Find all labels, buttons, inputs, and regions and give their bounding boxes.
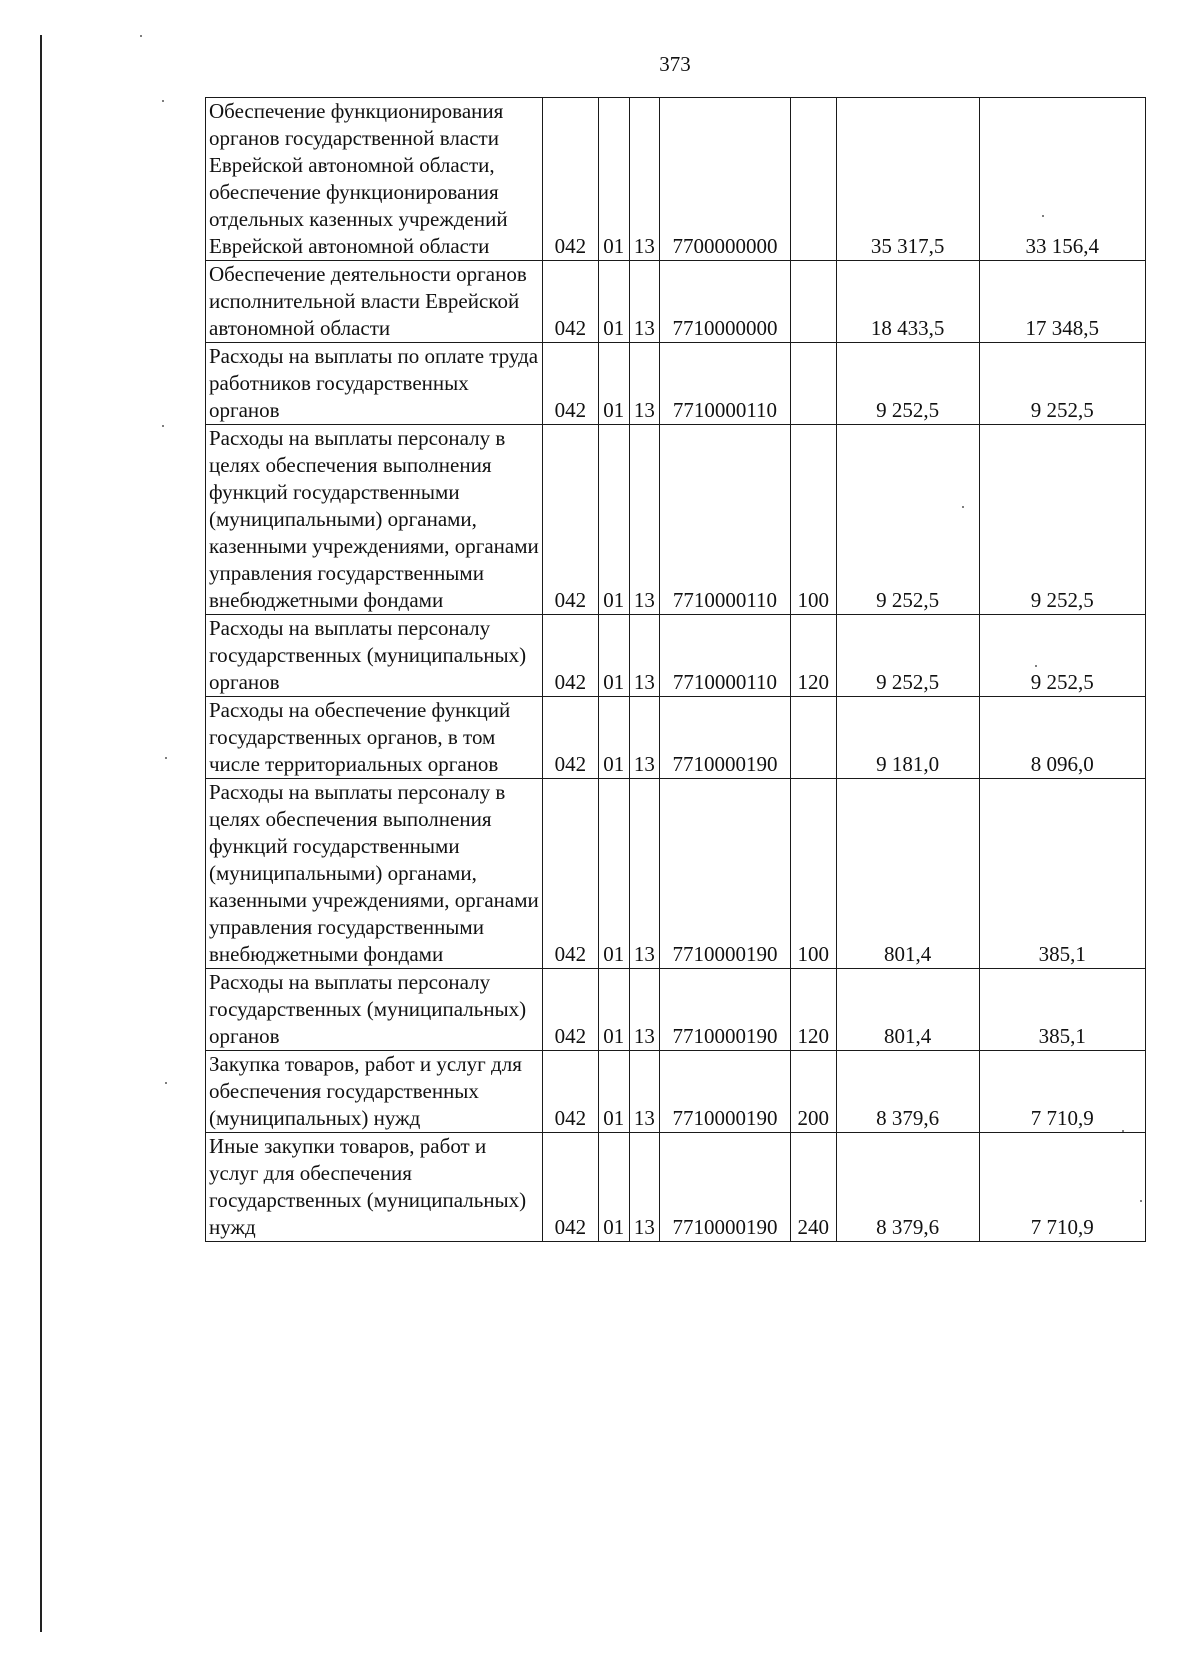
target-article-cell: 7710000190	[660, 1051, 791, 1133]
scan-speck	[165, 757, 167, 759]
amount-second-cell: 17 348,5	[979, 261, 1145, 343]
table-body	[206, 98, 1146, 1242]
expense-type-cell	[790, 261, 836, 343]
expense-type-cell: 240	[790, 1133, 836, 1242]
row-name-cell: Закупка товаров, работ и услуг для обеспечения государственных (муниципальных) нужд	[206, 1051, 543, 1133]
amount-first-cell: 9 252,5	[836, 425, 979, 615]
row-name-cell: Расходы на обеспечение функций государственных органов, в том числе территориальных органов	[206, 697, 543, 779]
row-name-cell: Расходы на выплаты по оплате труда работников государственных органов	[206, 343, 543, 425]
ministry-code-cell: 042	[542, 697, 598, 779]
expense-type-cell	[790, 98, 836, 261]
ministry-code-cell: 042	[542, 1051, 598, 1133]
target-article-cell: 7710000000	[660, 261, 791, 343]
target-article-cell: 7710000110	[660, 343, 791, 425]
row-name-cell: Расходы на выплаты персоналу государственных (муниципальных) органов	[206, 615, 543, 697]
target-article-cell: 7710000110	[660, 425, 791, 615]
subsection-code-cell: 13	[629, 697, 660, 779]
expense-type-cell: 200	[790, 1051, 836, 1133]
section-code-cell: 01	[598, 98, 629, 261]
subsection-code-cell: 13	[629, 261, 660, 343]
section-code-cell: 01	[598, 1051, 629, 1133]
row-name-cell: Обеспечение функционирования органов государственной власти Еврейской автономной области, обеспечение функционирования отдельных казенных учреждений Еврейской автономной области	[206, 98, 543, 261]
amount-second-cell: 9 252,5	[979, 343, 1145, 425]
ministry-code-cell: 042	[542, 779, 598, 969]
subsection-code-cell: 13	[629, 615, 660, 697]
subsection-code-cell: 13	[629, 969, 660, 1051]
expense-type-cell: 100	[790, 779, 836, 969]
amount-second-cell: 7 710,9	[979, 1133, 1145, 1242]
row-name-cell: Расходы на выплаты персоналу в целях обеспечения выполнения функций государственными (муниципальными) органами, казенными учреждениями, органами управления государственными внебюджетными фондами	[206, 425, 543, 615]
amount-first-cell: 801,4	[836, 969, 979, 1051]
ministry-code-cell: 042	[542, 615, 598, 697]
table-row	[206, 425, 1146, 615]
table-row	[206, 779, 1146, 969]
page-number: 373	[659, 52, 691, 76]
expense-type-cell: 120	[790, 615, 836, 697]
target-article-cell: 7710000190	[660, 779, 791, 969]
target-article-cell: 7710000190	[660, 1133, 791, 1242]
target-article-cell: 7700000000	[660, 98, 791, 261]
section-code-cell: 01	[598, 697, 629, 779]
section-code-cell: 01	[598, 343, 629, 425]
ministry-code-cell: 042	[542, 98, 598, 261]
table-row	[206, 1051, 1146, 1133]
row-name-cell: Расходы на выплаты персоналу государственных (муниципальных) органов	[206, 969, 543, 1051]
ministry-code-cell: 042	[542, 969, 598, 1051]
amount-first-cell: 9 181,0	[836, 697, 979, 779]
scan-speck	[140, 35, 142, 37]
subsection-code-cell: 13	[629, 1051, 660, 1133]
table-row	[206, 1133, 1146, 1242]
target-article-cell: 7710000110	[660, 615, 791, 697]
amount-second-cell: 9 252,5	[979, 615, 1145, 697]
table-row	[206, 697, 1146, 779]
section-code-cell: 01	[598, 261, 629, 343]
amount-second-cell: 7 710,9	[979, 1051, 1145, 1133]
binding-margin-line	[40, 35, 42, 1632]
amount-second-cell: 9 252,5	[979, 425, 1145, 615]
target-article-cell: 7710000190	[660, 697, 791, 779]
target-article-cell: 7710000190	[660, 969, 791, 1051]
amount-second-cell: 385,1	[979, 969, 1145, 1051]
section-code-cell: 01	[598, 969, 629, 1051]
amount-second-cell: 33 156,4	[979, 98, 1145, 261]
table-row	[206, 969, 1146, 1051]
expense-type-cell	[790, 697, 836, 779]
amount-first-cell: 35 317,5	[836, 98, 979, 261]
subsection-code-cell: 13	[629, 343, 660, 425]
section-code-cell: 01	[598, 1133, 629, 1242]
section-code-cell: 01	[598, 425, 629, 615]
amount-first-cell: 8 379,6	[836, 1133, 979, 1242]
section-code-cell: 01	[598, 615, 629, 697]
amount-second-cell: 385,1	[979, 779, 1145, 969]
expense-type-cell: 100	[790, 425, 836, 615]
row-name-cell: Иные закупки товаров, работ и услуг для обеспечения государственных (муниципальных) нужд	[206, 1133, 543, 1242]
amount-first-cell: 8 379,6	[836, 1051, 979, 1133]
table-row	[206, 98, 1146, 261]
scan-speck	[165, 1082, 167, 1084]
subsection-code-cell: 13	[629, 425, 660, 615]
amount-first-cell: 9 252,5	[836, 615, 979, 697]
subsection-code-cell: 13	[629, 98, 660, 261]
ministry-code-cell: 042	[542, 343, 598, 425]
table-row	[206, 343, 1146, 425]
expense-type-cell	[790, 343, 836, 425]
budget-table	[205, 97, 1146, 1242]
amount-first-cell: 18 433,5	[836, 261, 979, 343]
subsection-code-cell: 13	[629, 1133, 660, 1242]
row-name-cell: Обеспечение деятельности органов исполнительной власти Еврейской автономной области	[206, 261, 543, 343]
expense-type-cell: 120	[790, 969, 836, 1051]
row-name-cell: Расходы на выплаты персоналу в целях обеспечения выполнения функций государственными (муниципальными) органами, казенными учреждениями, органами управления государственными внебюджетными фондами	[206, 779, 543, 969]
section-code-cell: 01	[598, 779, 629, 969]
table-row	[206, 615, 1146, 697]
amount-first-cell: 9 252,5	[836, 343, 979, 425]
scan-speck	[162, 100, 164, 102]
ministry-code-cell: 042	[542, 425, 598, 615]
ministry-code-cell: 042	[542, 261, 598, 343]
subsection-code-cell: 13	[629, 779, 660, 969]
scan-speck	[162, 425, 164, 427]
table-row	[206, 261, 1146, 343]
amount-second-cell: 8 096,0	[979, 697, 1145, 779]
amount-first-cell: 801,4	[836, 779, 979, 969]
ministry-code-cell: 042	[542, 1133, 598, 1242]
